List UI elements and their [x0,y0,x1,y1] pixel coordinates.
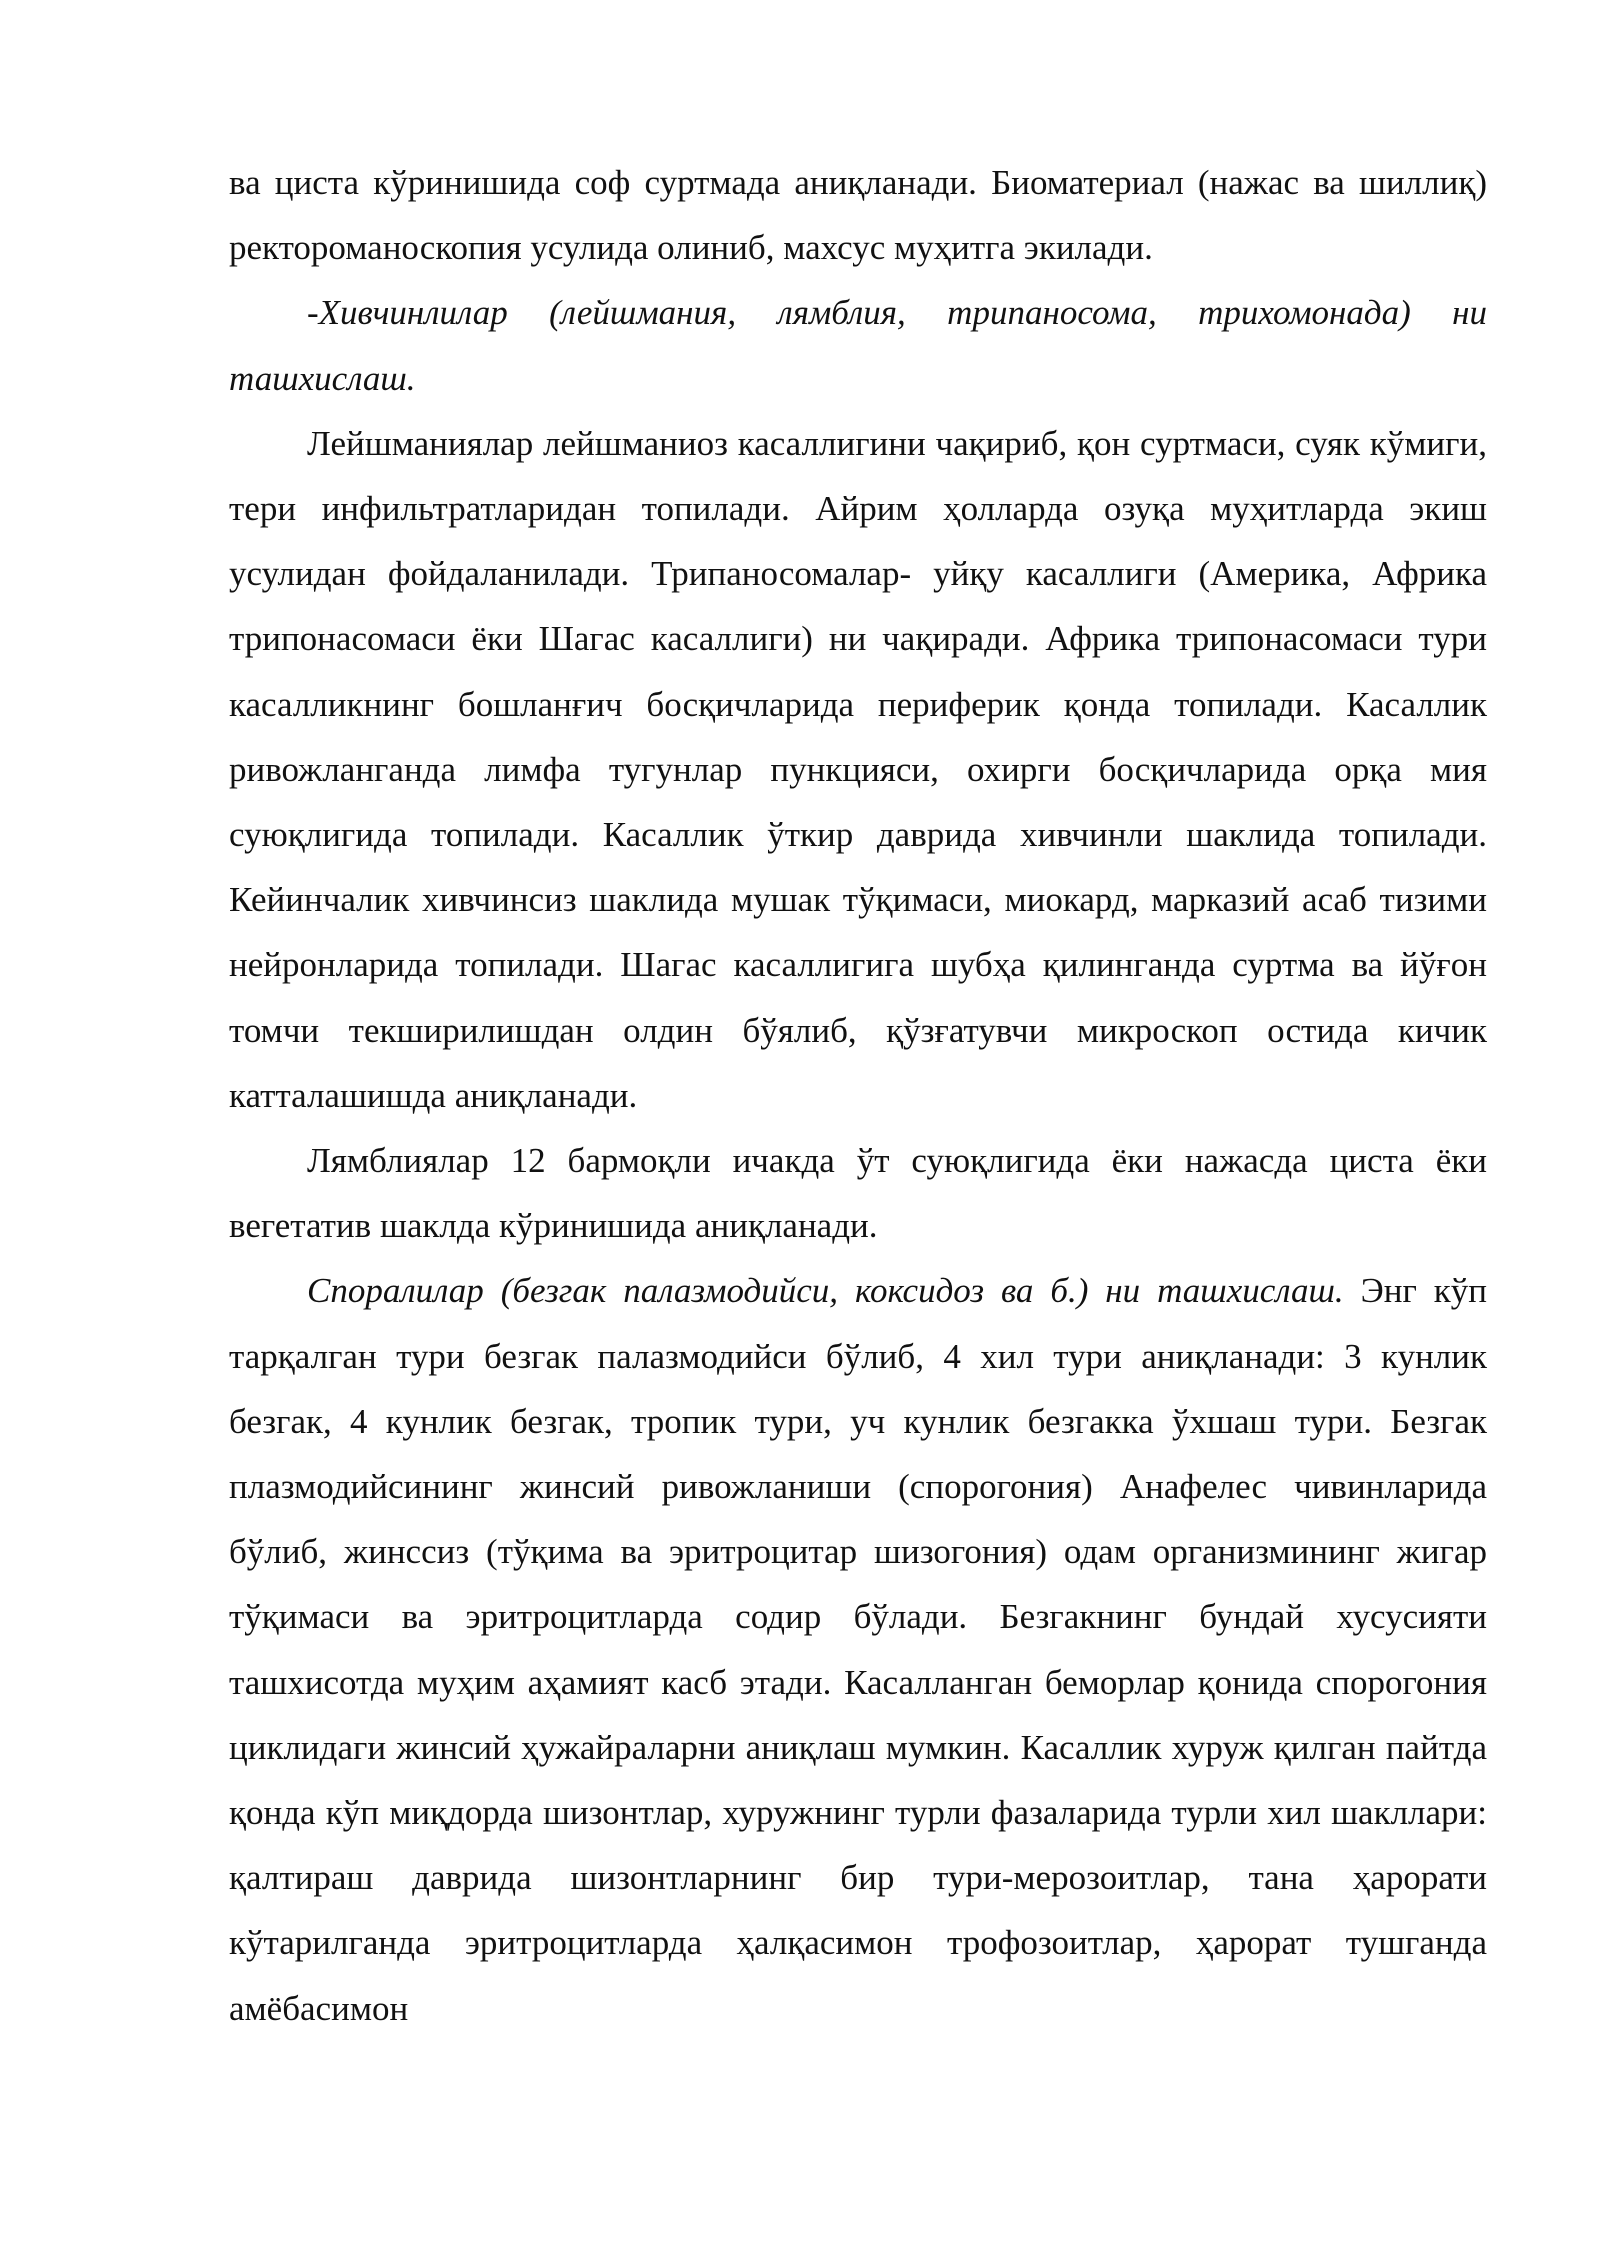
paragraph-1: ва циста кўринишида соф суртмада аниқланади. Биоматериал (нажас ва шиллиқ) ректороманоскопия усулида олиниб, махсус муҳитга экилади. [229,163,1487,268]
document-body [229,150,1487,2041]
paragraph-2-italic-heading: -Хивчинлилар (лейшмания, лямблия, трипаносома, трихомонада) ни ташхислаш. [229,293,1487,398]
paragraph-3: Лейшманиялар лейшманиоз касаллигини чақириб, қон суртмаси, суяк кўмиги, тери инфильтратларидан топилади. Айрим ҳолларда озуқа муҳитларда экиш усулидан фойдаланилади. Трипаносомалар- уйқу касаллиги (Америка, Африка трипонасомаси ёки Шагас касаллиги) ни чақиради. Африка трипонасомаси тури касалликнинг бошланғич босқичларида периферик қонда топилади. Касаллик ривожланганда лимфа тугунлар пункцияси, охирги босқичларида орқа мия суюқлигида топилади. Касаллик ўткир даврида хивчинли шаклида топилади. Кейинчалик хивчинсиз шаклида мушак тўқимаси, миокард, марказий асаб тизими нейронларида топилади. Шагас касаллигига шубҳа қилинганда суртма ва йўғон томчи текширилишдан олдин бўялиб, қўзғатувчи микроскоп остида кичик катталашишда аниқланади. [229,423,1487,1115]
paragraph-5 [229,1258,1487,2040]
paragraph-5-text: Энг кўп тарқалган тури безгак палазмодийси бўлиб, 4 хил тури аниқланади: 3 кунлик безгак, 4 кунлик безгак, тропик тури, уч кунлик безгакка ўхшаш тури. Безгак плазмодийсининг жинсий ривожланиши (спорогония) Анафелес чивинларида бўлиб, жинссиз (тўқима ва эритроцитар шизогония) одам организмининг жигар тўқимаси ва эритроцитларда содир бўлади. Безгакнинг бундай хусусияти ташхисотда муҳим аҳамият касб этади. Касалланган беморлар қонида спорогония циклидаги жинсий ҳужайраларни аниқлаш мумкин. Касаллик хуруж қилган пайтда қонда кўп миқдорда шизонтлар, хуружнинг турли фазаларида турли хил шакллари: қалтираш даврида шизонтларнинг бир тури-мерозоитлар, тана ҳарорати кўтарилганда эритроцитларда ҳалқасимон трофозоитлар, ҳарорат тушганда амёбасимон [229,1271,1487,2028]
paragraph-4: Лямблиялар 12 бармоқли ичакда ўт суюқлигида ёки нажасда циста ёки вегетатив шаклда кўринишида аниқланади. [229,1141,1487,1246]
paragraph-5-italic-lead: Споралилар (безгак палазмодийси, коксидоз ва б.) ни ташхислаш. [307,1271,1344,1311]
